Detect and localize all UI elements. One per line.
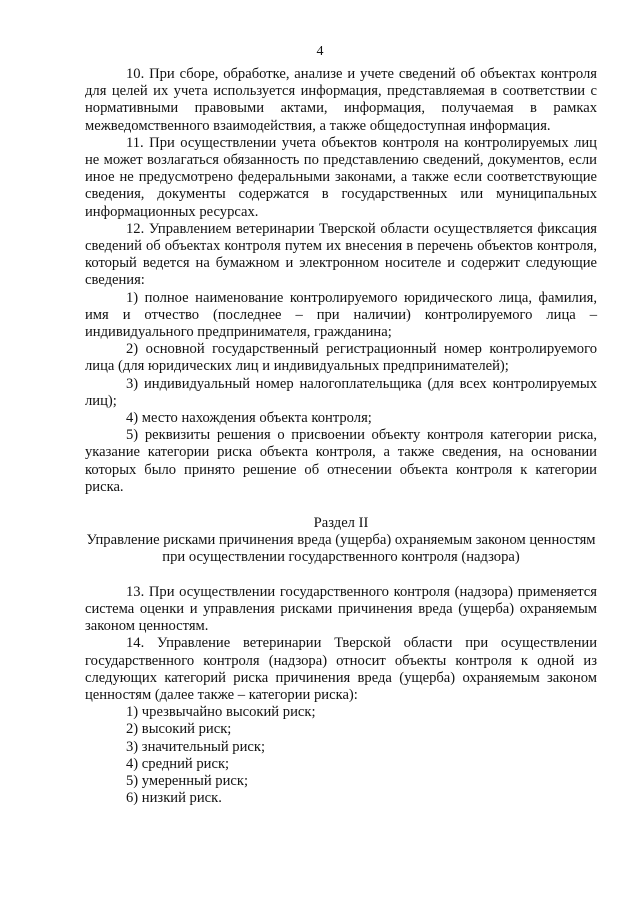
list-item-1: 1) полное наименование контролируемого юридического лица, фамилия, имя и отчество (последнее – при наличии) контролируемого лица – индивидуального предпринимателя, гражданина;: [85, 289, 597, 341]
risk-list-item: 6) низкий риск.: [126, 790, 222, 807]
risk-list-item: 3) значительный риск;: [126, 738, 266, 755]
list-item-4: 4) место нахождения объекта контроля;: [126, 410, 372, 427]
list-item-3: 3) индивидуальный номер налогоплательщика (для всех контролируемых лиц);: [85, 375, 597, 409]
paragraph-11: 11. При осуществлении учета объектов контроля на контролируемых лиц не может возлагаться обязанность по представлению сведений, документов, если иное не предусмотрено федеральными законами, а также если соответствующие сведения, документы содержатся в государственных или муниципальных информационных ресурсах.: [85, 134, 597, 220]
paragraph-13: 13. При осуществлении государственного контроля (надзора) применяется система оценки и управления рисками причинения вреда (ущерба) охраняемым законом ценностям.: [85, 583, 597, 635]
paragraph-12: 12. Управлением ветеринарии Тверской области осуществляется фиксация сведений об объектах контроля путем их внесения в перечень объектов контроля, который ведется на бумажном и электронном носителе и содержит следующие сведения:: [85, 220, 597, 289]
risk-list-item: 5) умеренный риск;: [126, 772, 249, 789]
risk-list-item: 4) средний риск;: [126, 755, 230, 772]
list-item-5: 5) реквизиты решения о присвоении объекту контроля категории риска, указание категории риска объекта контроля, а также сведения, на основании которых было принято решение об отнесении объекта контроля к категории риска.: [85, 427, 597, 495]
section-title: Управление рисками причинения вреда (ущерба) охраняемым законом ценностям при осуществлении государственного контроля (надзора): [86, 532, 596, 566]
list-item-2: 2) основной государственный регистрационный номер контролируемого лица (для юридических лиц и индивидуальных предпринимателей);: [85, 341, 597, 375]
page-number: 4: [316, 44, 324, 59]
paragraph-10: 10. При сборе, обработке, анализе и учете сведений об объектах контроля для целей их учета используется информация, представляемая в соответствии с нормативными правовыми актами, информация, получаемая в рамках межведомственного взаимодействия, а также общедоступная информация.: [85, 66, 597, 134]
risk-list-item: 1) чрезвычайно высокий риск;: [126, 704, 316, 721]
paragraph-14: 14. Управление ветеринарии Тверской области при осуществлении государственного контроля (надзора) относит объекты контроля к одной из следующих категорий риска причинения вреда (ущерба) охраняемым законом ценностям (далее также – категории риска):: [85, 635, 597, 703]
section-heading: Раздел II: [313, 515, 369, 532]
risk-list-item: 2) высокий риск;: [126, 721, 232, 738]
document-body: [85, 66, 597, 807]
